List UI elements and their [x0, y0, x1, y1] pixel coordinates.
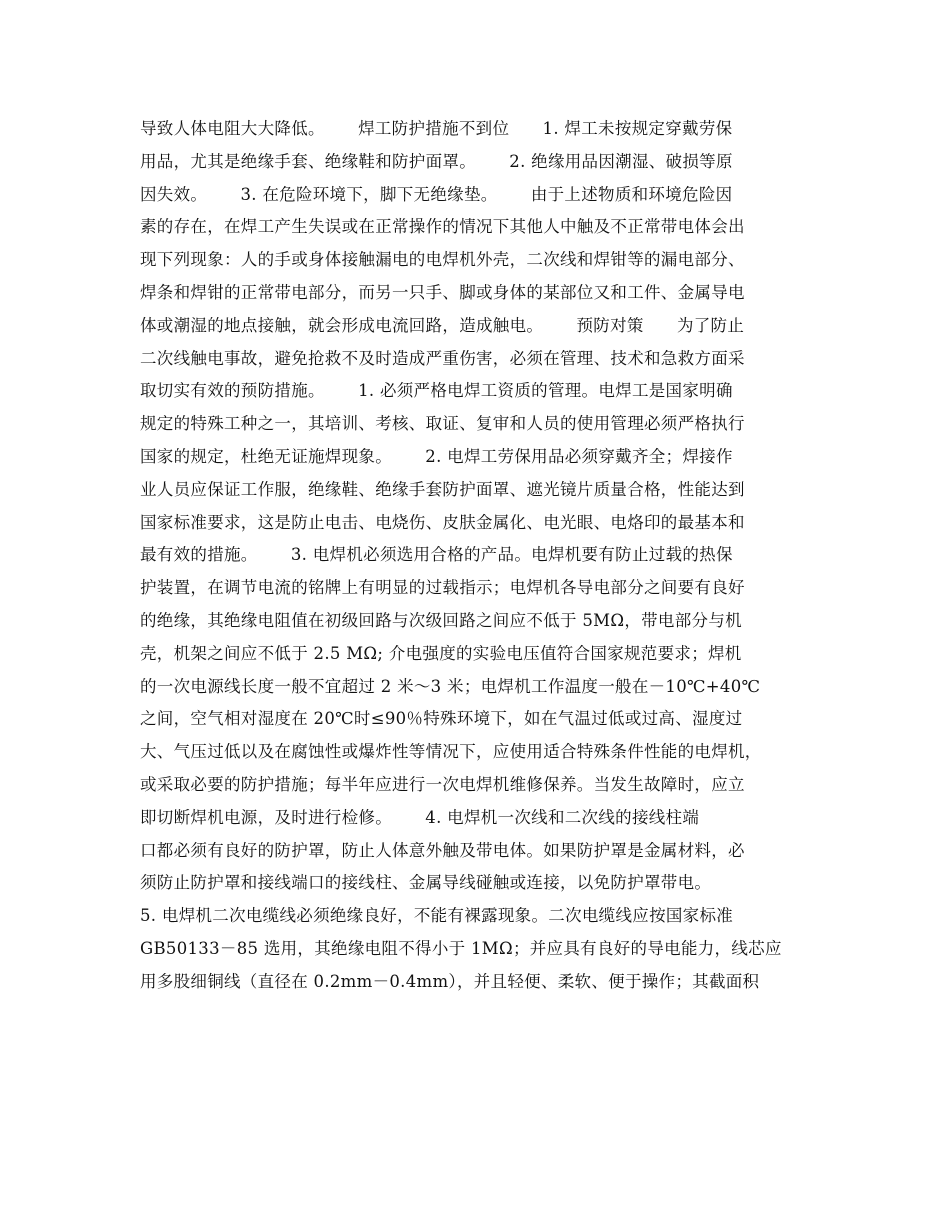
- text-line: 之间，空气相对湿度在 20℃时≤90％特殊环境下，如在气温过低或过高、湿度过: [140, 709, 743, 729]
- text-line: 规定的特殊工种之一，其培训、考核、取证、复审和人员的使用管理必须严格执行: [140, 414, 745, 434]
- text-line: 素的存在，在焊工产生失误或在正常操作的情况下其他人中触及不正常带电体会出: [140, 217, 745, 237]
- text-line: 须防止防护罩和接线端口的接线柱、金属导线碰触或连接，以免防护罩带电。: [140, 873, 712, 893]
- text-line: 国家的规定，杜绝无证施焊现象。 2. 电焊工劳保用品必须穿戴齐全；焊接作: [140, 446, 733, 466]
- text-line: GB50133－85 选用，其绝缘电阻不得小于 1MΩ；并应具有良好的导电能力，线芯应: [140, 938, 782, 958]
- text-line: 的绝缘，其绝缘电阻值在初级回路与次级回路之间应不低于 5MΩ，带电部分与机: [140, 610, 742, 630]
- text-line: 的一次电源线长度一般不宜超过 2 米～3 米；电焊机工作温度一般在－10℃+40℃: [140, 676, 761, 696]
- text-line: 因失效。 3. 在危险环境下，脚下无绝缘垫。 由于上述物质和环境危险因: [140, 184, 733, 204]
- text-line: 现下列现象：人的手或身体接触漏电的电焊机外壳，二次线和焊钳等的漏电部分、: [140, 250, 745, 270]
- text-line: 导致人体电阻大大降低。 焊工防护措施不到位 1. 焊工未按规定穿戴劳保: [140, 119, 733, 138]
- text-line: 大、气压过低以及在腐蚀性或爆炸性等情况下，应使用适合特殊条件性能的电焊机，: [140, 742, 762, 762]
- text-line: 即切断焊机电源，及时进行检修。 4. 电焊机一次线和二次线的接线柱端: [140, 807, 700, 827]
- text-line: 护装置，在调节电流的铭牌上有明显的过载指示；电焊机各导电部分之间要有良好: [140, 578, 745, 598]
- text-line: 体或潮湿的地点接触，就会形成电流回路，造成触电。 预防对策 为了防止: [140, 315, 745, 335]
- text-line: 用品，尤其是绝缘手套、绝缘鞋和防护面罩。 2. 绝缘用品因潮湿、破损等原: [140, 151, 733, 171]
- text-line: 国家标准要求，这是防止电击、电烧伤、皮肤金属化、电光眼、电烙印的最基本和: [140, 512, 745, 532]
- body-text: [140, 113, 830, 999]
- text-line: 最有效的措施。 3. 电焊机必须选用合格的产品。电焊机要有防止过载的热保: [140, 545, 733, 565]
- text-line: 取切实有效的预防措施。 1. 必须严格电焊工资质的管理。电焊工是国家明确: [140, 381, 733, 401]
- text-line: 用多股细铜线（直径在 0.2mm－0.4mm），并且轻便、柔软、便于操作；其截面积: [140, 971, 760, 991]
- text-line: 二次线触电事故，避免抢救不及时造成严重伤害，必须在管理、技术和急救方面采: [140, 348, 745, 368]
- text-line: 或采取必要的防护措施；每半年应进行一次电焊机维修保养。当发生故障时，应立: [140, 774, 745, 794]
- text-line: 业人员应保证工作服，绝缘鞋、绝缘手套防护面罩、遮光镜片质量合格，性能达到: [140, 479, 745, 499]
- text-line: 口都必须有良好的防护罩，防止人体意外触及带电体。如果防护罩是金属材料，必: [140, 840, 745, 860]
- text-line: 5. 电焊机二次电缆线必须绝缘良好，不能有裸露现象。二次电缆线应按国家标准: [140, 906, 734, 926]
- text-line: 壳，机架之间应不低于 2.5 MΩ; 介电强度的实验电压值符合国家规范要求；焊机: [140, 643, 742, 663]
- text-line: 焊条和焊钳的正常带电部分，而另一只手、脚或身体的某部位又和工件、金属导电: [140, 282, 745, 302]
